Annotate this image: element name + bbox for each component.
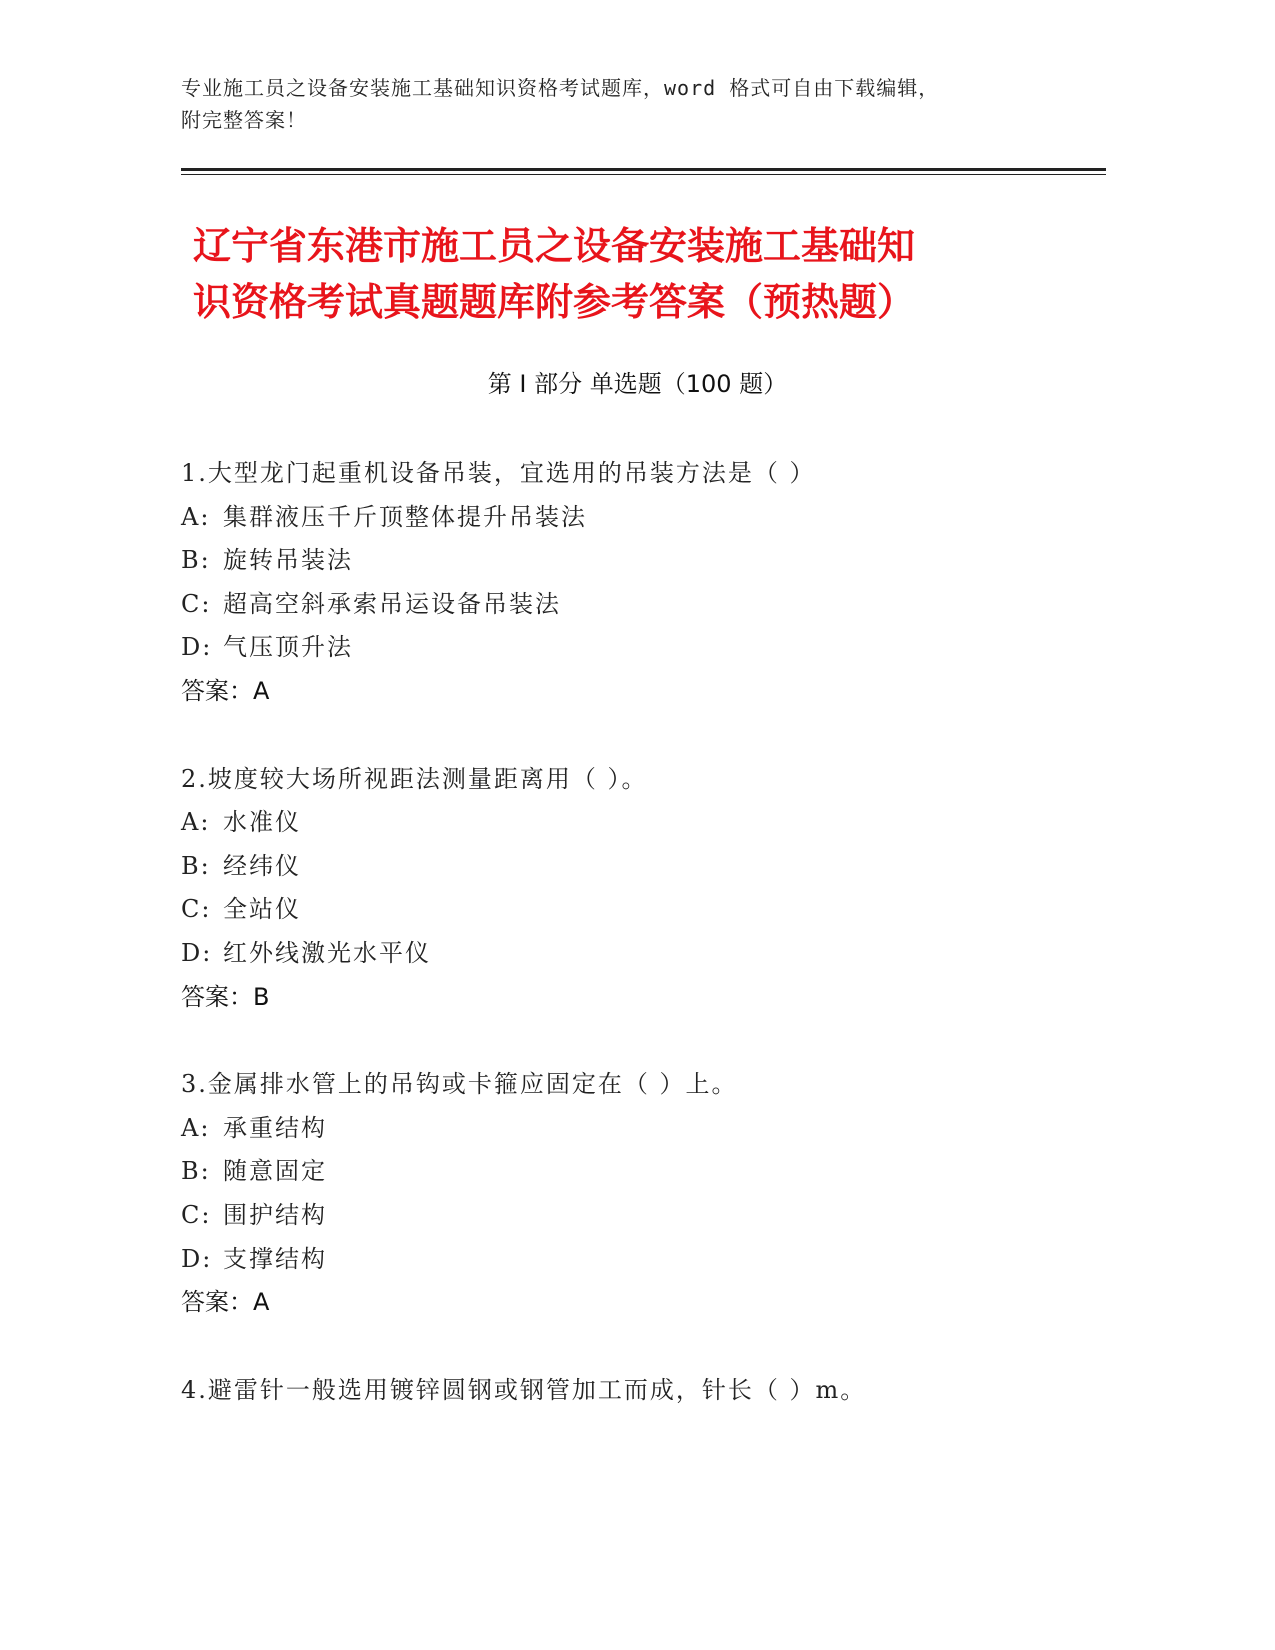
section-heading: 第 I 部分 单选题（100 题）	[487, 370, 788, 398]
option-text: 旋转吊装法	[223, 546, 353, 575]
question-item	[181, 758, 1081, 1020]
option-a	[181, 1107, 1081, 1151]
document-title	[193, 218, 1073, 330]
answer-line: 答案：A	[181, 676, 270, 705]
option-key: D:	[181, 938, 213, 967]
header-divider-thin	[181, 174, 1106, 175]
option-b	[181, 845, 1081, 889]
option-c	[181, 888, 1081, 932]
option-text: 超高空斜承索吊运设备吊装法	[223, 589, 561, 618]
header-divider-thick	[181, 168, 1106, 171]
header-note-line-2: 附完整答案！	[181, 108, 307, 132]
option-key: A:	[181, 502, 211, 531]
question-item	[181, 1369, 1081, 1413]
question-list	[181, 452, 1081, 1456]
option-text: 集群液压千斤顶整体提升吊装法	[223, 502, 587, 531]
option-d	[181, 1238, 1081, 1282]
question-stem: 1.大型龙门起重机设备吊装，宜选用的吊装方法是（ ）	[181, 459, 816, 487]
question-stem: 2.坡度较大场所视距法测量距离用（ ）。	[181, 764, 648, 793]
option-text: 随意固定	[223, 1157, 327, 1186]
option-d	[181, 626, 1081, 670]
option-key: C:	[181, 1200, 212, 1229]
option-text: 支撑结构	[223, 1244, 327, 1273]
option-d	[181, 932, 1081, 976]
option-key: D:	[181, 1244, 213, 1273]
option-key: B:	[181, 546, 211, 575]
option-key: B:	[181, 1157, 211, 1186]
question-stem: 4.避雷针一般选用镀锌圆钢或钢管加工而成，针长（ ）m。	[181, 1375, 867, 1404]
option-text: 红外线激光水平仪	[223, 938, 431, 967]
answer-line: 答案：A	[181, 1288, 270, 1317]
option-key: A:	[181, 1113, 211, 1142]
header-note	[181, 72, 1061, 136]
option-c	[181, 1194, 1081, 1238]
question-item	[181, 452, 1081, 714]
question-item	[181, 1063, 1081, 1325]
option-text: 水准仪	[223, 808, 301, 837]
option-text: 承重结构	[223, 1113, 327, 1142]
header-note-line-1: 专业施工员之设备安装施工基础知识资格考试题库，word 格式可自由下载编辑，	[181, 76, 940, 100]
title-line-1: 辽宁省东港市施工员之设备安装施工基础知	[193, 224, 916, 268]
option-c	[181, 583, 1081, 627]
option-a	[181, 801, 1081, 845]
option-text: 围护结构	[223, 1200, 327, 1229]
option-b	[181, 539, 1081, 583]
option-text: 全站仪	[223, 895, 301, 924]
option-key: D:	[181, 633, 213, 662]
option-text: 气压顶升法	[223, 633, 353, 662]
option-key: C:	[181, 589, 212, 618]
option-a	[181, 496, 1081, 540]
title-line-2: 识资格考试真题题库附参考答案（预热题）	[193, 280, 916, 324]
answer-line: 答案：B	[181, 982, 270, 1011]
option-key: A:	[181, 808, 211, 837]
option-b	[181, 1150, 1081, 1194]
question-stem: 3.金属排水管上的吊钩或卡箍应固定在（ ）上。	[181, 1070, 738, 1099]
option-key: C:	[181, 895, 212, 924]
option-key: B:	[181, 851, 211, 880]
option-text: 经纬仪	[223, 851, 301, 880]
